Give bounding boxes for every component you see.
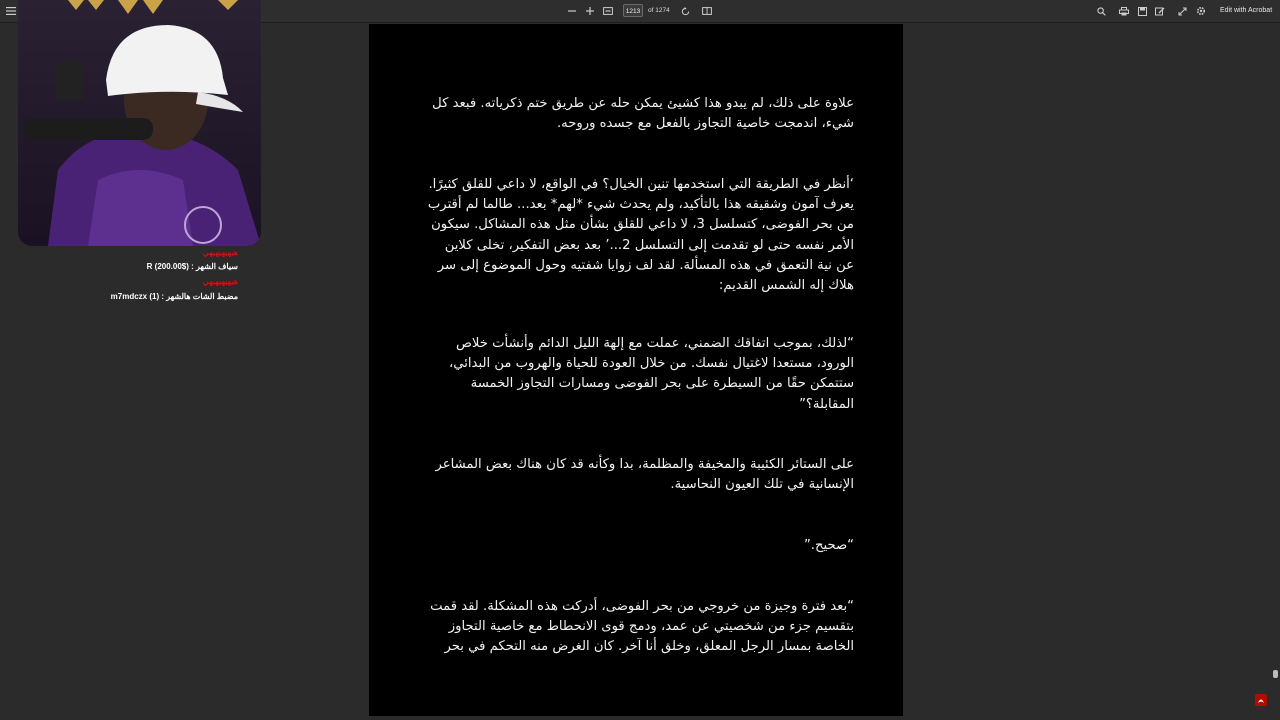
- expand-icon[interactable]: [1176, 5, 1188, 17]
- zoom-in-icon[interactable]: [584, 5, 596, 17]
- pdf-page: [369, 24, 903, 716]
- paragraph-3: “لذلك، بموجب اتفاقك الضمني، عملت مع إلهة الليل الدائم وأنشأت خلاص الورود، مستعدا لاغتيال نفسك. من خلال العودة للحياة والهروب من البدائي، ستتمكن حقًا من السيطرة على بحر الفوضى ومسارات التجاوز الخمسة المقابلة؟”: [448, 336, 854, 412]
- rotate-icon[interactable]: [679, 5, 691, 17]
- search-icon[interactable]: [1095, 5, 1107, 17]
- overlay-line-1: هيهيهيهيهي: [202, 248, 238, 257]
- overlay-line-3: هيهيهيهيهي: [202, 277, 238, 286]
- fill-sign-icon[interactable]: [1154, 5, 1166, 17]
- settings-icon[interactable]: [1195, 5, 1207, 17]
- save-icon[interactable]: [1136, 5, 1148, 17]
- print-icon[interactable]: [1118, 5, 1130, 17]
- scroll-thumb[interactable]: [1273, 670, 1278, 678]
- paragraph-5: “صحيح.”: [803, 538, 854, 553]
- vertical-scrollbar[interactable]: [1271, 24, 1280, 704]
- menu-icon[interactable]: [5, 5, 17, 17]
- paragraph-2: ‘أنظر في الطريقة التي استخدمها تنين الخيال؟ في الواقع، لا داعي للقلق كثيرًا. يعرف آمون وشقيقه هذا بالتأكيد، ولم يحدث شيء *لهم* بعد... طالما لم أقترب من بحر الفوضى، كتسلسل 3، لا داعي للقلق بشأن مثل هذه المشاكل. سيكون الأمر نفسه حتى لو تقدمت إلى التسلسل 2...’ بعد بعض التفكير، تخلى كلاين عن نية التعمق في هذه المسألة. لقد لف زوايا شفتيه وحول الموضوع إلى سر هلاك إله الشمس القديم:: [427, 177, 854, 294]
- edit-with-acrobat-button[interactable]: Edit with Acrobat: [1220, 7, 1273, 14]
- paragraph-4: على الستائر الكئيبة والمخيفة والمظلمة، بدا وكأنه قد كان هناك بعض المشاعر الإنسانية في تلك العيون النحاسية.: [435, 457, 854, 493]
- page-total-label: of 1274: [648, 7, 670, 14]
- overlay-top-tipper: سياف الشهر : ($200.00) R: [146, 262, 238, 271]
- stream-stats-overlay: [52, 246, 238, 306]
- overlay-chat-moderator: مضبط الشات هالشهر : (1) m7mdczx: [110, 292, 238, 301]
- acrobat-logo-icon[interactable]: [1255, 691, 1267, 703]
- fit-page-icon[interactable]: [602, 5, 614, 17]
- page-number-input[interactable]: 1213: [623, 4, 643, 17]
- paragraph-6: “بعد فترة وجيزة من خروجي من بحر الفوضى، أدركت هذه المشكلة. لقد قمت بتقسيم جزء من شخصيتي عن عمد، ودمج قوى الانحطاط مع خاصية التجاوز الخاصة بمسار الرجل المعلق، وخلق أنا آخر. كان الغرض منه التحكم في بحر: [430, 599, 854, 655]
- two-page-icon[interactable]: [701, 5, 713, 17]
- streamer-webcam: [18, 0, 261, 246]
- paragraph-1: علاوة على ذلك، لم يبدو هذا كشيئ يمكن حله عن طريق ختم ذكرياته. فبعد كل شيء، اندمجت خاصية التجاوز بالفعل مع جسده وروحه.: [432, 96, 854, 132]
- zoom-out-icon[interactable]: [566, 5, 578, 17]
